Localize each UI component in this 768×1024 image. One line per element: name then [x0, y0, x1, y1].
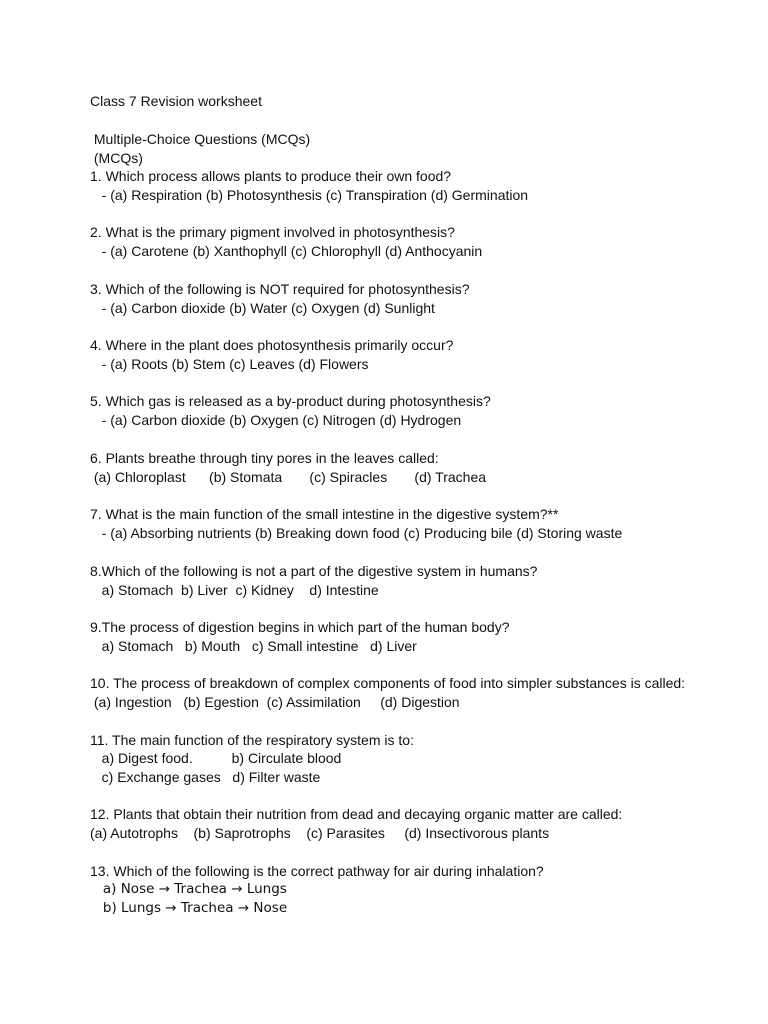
question-11-options-line-1: a) Digest food. b) Circulate blood	[90, 750, 342, 766]
question-9-options: a) Stomach b) Mouth c) Small intestine d) Liver	[90, 638, 417, 654]
question-12: 12. Plants that obtain their nutrition from dead and decaying organic matter are called:	[90, 806, 623, 822]
question-8-options: a) Stomach b) Liver c) Kidney d) Intestine	[90, 582, 379, 598]
worksheet-title: Class 7 Revision worksheet	[90, 93, 262, 109]
question-2: 2. What is the primary pigment involved in photosynthesis?	[90, 224, 455, 240]
question-6-options: (a) Chloroplast (b) Stomata (c) Spiracles (d) Trachea	[90, 469, 487, 485]
question-13-option-b: b) Lungs → Trachea → Nose	[90, 900, 288, 916]
question-5: 5. Which gas is released as a by-product during photosynthesis?	[90, 393, 491, 409]
question-4: 4. Where in the plant does photosynthesis primarily occur?	[90, 337, 454, 353]
question-7: 7. What is the main function of the small intestine in the digestive system?**	[90, 506, 559, 522]
question-3-options: - (a) Carbon dioxide (b) Water (c) Oxygen (d) Sunlight	[90, 300, 435, 316]
question-12-options: (a) Autotrophs (b) Saprotrophs (c) Parasites (d) Insectivorous plants	[90, 825, 550, 841]
question-7-options: - (a) Absorbing nutrients (b) Breaking down food (c) Producing bile (d) Storing waste	[90, 525, 623, 541]
question-5-options: - (a) Carbon dioxide (b) Oxygen (c) Nitrogen (d) Hydrogen	[90, 412, 462, 428]
question-13: 13. Which of the following is the correct pathway for air during inhalation?	[90, 863, 544, 879]
section-heading: Multiple-Choice Questions (MCQs)	[90, 131, 311, 147]
section-subheading: (MCQs)	[90, 150, 143, 166]
question-11-options-line-2: c) Exchange gases d) Filter waste	[90, 769, 321, 785]
question-9: 9.The process of digestion begins in which part of the human body?	[90, 619, 510, 635]
question-11: 11. The main function of the respiratory system is to:	[90, 732, 414, 748]
question-4-options: - (a) Roots (b) Stem (c) Leaves (d) Flowers	[90, 356, 369, 372]
question-10-options: (a) Ingestion (b) Egestion (c) Assimilation (d) Digestion	[90, 694, 460, 710]
question-13-option-a: a) Nose → Trachea → Lungs	[90, 881, 287, 897]
question-3: 3. Which of the following is NOT required for photosynthesis?	[90, 281, 470, 297]
question-10: 10. The process of breakdown of complex components of food into simpler substances is called:	[90, 675, 686, 691]
question-8: 8.Which of the following is not a part of the digestive system in humans?	[90, 563, 538, 579]
question-2-options: - (a) Carotene (b) Xanthophyll (c) Chlorophyll (d) Anthocyanin	[90, 243, 483, 259]
question-1-options: - (a) Respiration (b) Photosynthesis (c) Transpiration (d) Germination	[90, 187, 529, 203]
question-6: 6. Plants breathe through tiny pores in the leaves called:	[90, 450, 439, 466]
question-1: 1. Which process allows plants to produce their own food?	[90, 168, 452, 184]
